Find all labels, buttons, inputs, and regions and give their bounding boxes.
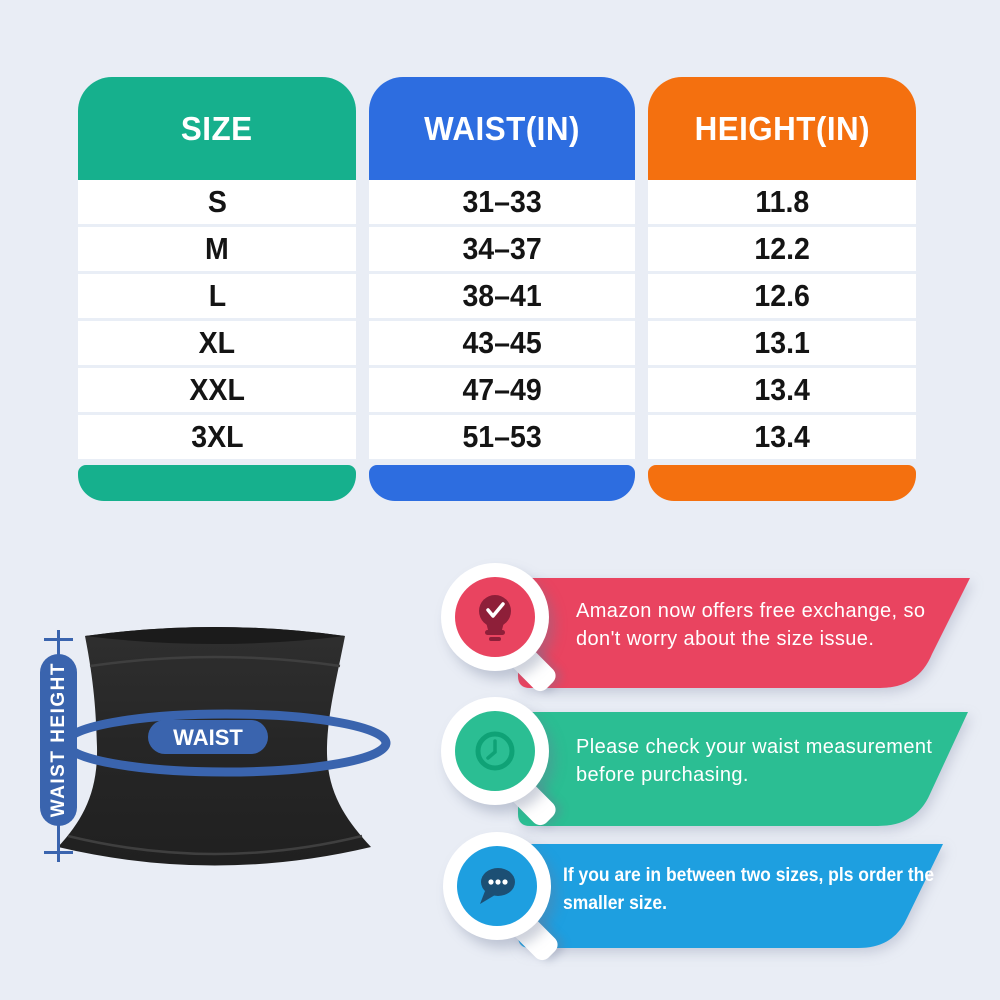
size-chart-table [78,77,916,501]
table-cell: 12.6 [648,274,916,321]
height-column [648,77,916,501]
tip-badge-between-sizes [443,832,551,940]
table-cell: 34–37 [369,227,635,274]
table-cell: S [78,180,356,227]
tip-text-between-sizes: If you are in between two sizes, pls order the smaller size. [563,865,935,914]
table-cell: 11.8 [648,180,916,227]
tip-text-measure: Please check your waist measurement before purchasing. [576,736,933,786]
clock-icon [455,711,535,791]
table-cell: XL [78,321,356,368]
waist-height-measure [36,630,80,862]
column-footer-bar [78,465,356,501]
waist-label-pill [148,720,268,754]
table-cell: 13.4 [648,415,916,462]
table-cell: 47–49 [369,368,635,415]
tip-text-exchange: Amazon now offers free exchange, so don't worry about the size issue. [576,600,926,650]
table-cell: 3XL [78,415,356,462]
tip-badge-measure [441,697,549,805]
tip-badge-exchange [441,563,549,671]
measure-cap-top [44,638,73,641]
table-cell: 13.1 [648,321,916,368]
column-header-height: HEIGHT(IN) [648,77,916,180]
size-column [78,77,356,501]
table-cell: M [78,227,356,274]
table-cell: 38–41 [369,274,635,321]
column-footer-bar [369,465,635,501]
table-cell: XXL [78,368,356,415]
waist-label: WAIST [173,725,243,750]
table-cell: L [78,274,356,321]
column-header-waist: WAIST(IN) [369,77,635,180]
waist-column [369,77,635,501]
waist-trainer-illustration [20,592,440,892]
chat-icon [457,846,537,926]
waist-height-label: WAIST HEIGHT [47,662,69,818]
column-footer-bar [648,465,916,501]
waist-height-pill [40,654,77,826]
table-cell: 51–53 [369,415,635,462]
table-cell: 43–45 [369,321,635,368]
table-cell: 31–33 [369,180,635,227]
table-cell: 13.4 [648,368,916,415]
column-header-size: SIZE [78,77,356,180]
lightbulb-check-icon [455,577,535,657]
measure-cap-bottom [44,851,73,854]
table-cell: 12.2 [648,227,916,274]
